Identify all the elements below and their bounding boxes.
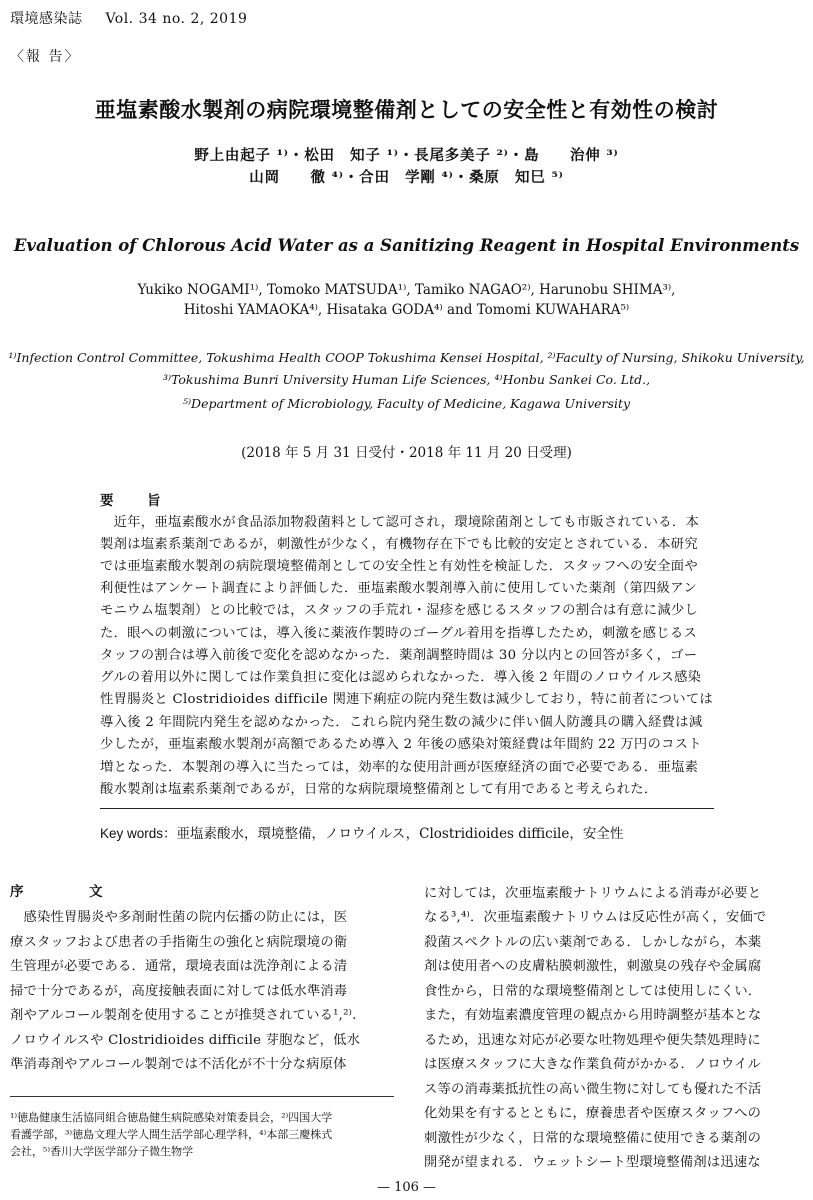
keywords bbox=[100, 822, 623, 842]
affiliation-line2: ³⁾Tokushima Bunri University Human Life Sciences, ⁴⁾Honbu Sankei Co. Ltd., bbox=[162, 372, 651, 387]
authors-japanese-line2: 山岡 徹 ⁴⁾・合田 学剛 ⁴⁾・桑原 知巳 ⁵⁾ bbox=[249, 169, 564, 186]
journal-name: 環境感染誌 bbox=[10, 11, 83, 27]
intro-line: 食性から，日常的な環境整備剤としては使用しにくい． bbox=[424, 984, 762, 999]
page-number: — 106 — bbox=[376, 1180, 437, 1195]
intro-line: 剤やアルコール製剤を使用することが推奨されている¹,²⁾. bbox=[10, 1008, 357, 1023]
intro-line: に対しては，次亜塩素酸ナトリウムによる消毒が必要と bbox=[424, 886, 762, 901]
abstract-line: 性胃腸炎と Clostridioides difficile 関連下痢症の院内発生数は減少しており，特に前者については bbox=[100, 692, 714, 707]
intro-line: 感染性胃腸炎や多剤耐性菌の院内伝播の防止には，医 bbox=[10, 910, 348, 925]
journal-volume: Vol. 34 no. 2, 2019 bbox=[105, 11, 248, 27]
intro-line: 殺菌スペクトルの広い薬剤である．しかしながら，本薬 bbox=[424, 935, 762, 950]
abstract-line: では亜塩素酸水製剤の病院環境整備剤としての安全性と有効性を検証した．スタッフへの安全面や bbox=[100, 559, 698, 574]
authors-english-line2: Hitoshi YAMAOKA⁴⁾, Hisataka GODA⁴⁾ and Tomomi KUWAHARA⁵⁾ bbox=[183, 302, 630, 318]
intro-line: るため，迅速な対応が必要な吐物処理や便失禁処理時に bbox=[424, 1033, 761, 1048]
intro-line: ス等の消毒薬抵抗性の高い微生物に対しても優れた不活 bbox=[424, 1082, 762, 1097]
report-label: 〈報 告〉 bbox=[10, 49, 81, 65]
abstract-line: た．眼への刺激については，導入後に薬液作製時のゴーグル着用を指導したため，刺激を感じるス bbox=[100, 626, 698, 641]
title-japanese: 亜塩素酸水製剤の病院環境整備剤としての安全性と有効性の検討 bbox=[94, 97, 719, 122]
intro-line: ノロウイルスや Clostridioides difficile 芽胞など，低水 bbox=[10, 1033, 361, 1048]
footnote-line: 看護学部，³⁾徳島文理大学人間生活学部心理学科，⁴⁾本部三慶株式 bbox=[10, 1128, 333, 1141]
affiliation-line3: ⁵⁾Department of Microbiology, Faculty of Medicine, Kagawa University bbox=[182, 396, 631, 411]
intro-line: 化効果を有するとともに，療養患者や医療スタッフへの bbox=[424, 1106, 762, 1121]
affiliation-line1: ¹⁾Infection Control Committee, Tokushima Health COOP Tokushima Kensei Hospital, ²⁾Faculty of Nursing, Shikoku University, bbox=[8, 350, 805, 365]
received-dates: (2018 年 5 月 31 日受付・2018 年 11 月 20 日受理) bbox=[241, 445, 572, 461]
abstract-line: タッフの割合は導入前後で変化を認めなかった．薬剤調整時間は 30 分以内との回答が多く，ゴー bbox=[100, 648, 698, 663]
intro-heading: 序 文 bbox=[10, 884, 129, 900]
intro-line: 剤は使用者への皮膚粘膜刺激性，刺激臭の残存や金属腐 bbox=[424, 959, 762, 974]
title-english: Evaluation of Chlorous Acid Water as a Sanitizing Reagent in Hospital Environments bbox=[13, 236, 800, 255]
intro-line: 刺激性が少なく，日常的な環境整備に使用できる薬剤の bbox=[424, 1131, 762, 1146]
abstract-line: 製剤は塩素系薬剤であるが，刺激性が少なく，有機物存在下でも比較的安定とされている．本研究 bbox=[100, 537, 698, 552]
intro-line: 生管理が必要である．通常，環境表面は洗浄剤による清 bbox=[10, 959, 348, 974]
abstract-line: 近年，亜塩素酸水が食品添加物殺菌料として認可され，環境除菌剤としても市販されている．本 bbox=[100, 515, 700, 530]
intro-line: なる³,⁴⁾．次亜塩素酸ナトリウムは反応性が高く，安価で bbox=[424, 910, 767, 925]
abstract-line: 利便性はアンケート調査により評価した．亜塩素酸水製剤導入前に使用していた薬剤（第四級アン bbox=[100, 581, 697, 596]
abstract-line: グルの着用以外に関しては作業負担に変化は認められなかった．導入後 2 年間のノロウイルス感染 bbox=[100, 670, 702, 685]
abstract-line: 導入後 2 年間院内発生を認めなかった．これら院内発生数の減少に伴い個人防護具の購入経費は減 bbox=[100, 715, 703, 730]
journal-header bbox=[10, 8, 265, 28]
abstract-heading: 要 旨 bbox=[100, 493, 171, 509]
intro-line: 開発が望まれる．ウェットシート型環境整備剤は迅速な bbox=[424, 1155, 761, 1170]
authors-japanese-line1: 野上由起子 ¹⁾・松田 知子 ¹⁾・長尾多美子 ²⁾・島 治伸 ³⁾ bbox=[194, 147, 619, 164]
abstract-line: 酸水製剤は塩素系薬剤であるが，日常的な病院環境整備剤として有用であると考えられた． bbox=[100, 782, 658, 797]
abstract-line: モニウム塩製剤）との比較では，スタッフの手荒れ・湿疹を感じるスタッフの割合は有意に減少し bbox=[100, 603, 699, 618]
intro-line: は医療スタッフに大きな作業負荷がかかる．ノロウイル bbox=[424, 1057, 762, 1072]
intro-line: 準消毒剤やアルコール製剤では不活化が不十分な病原体 bbox=[10, 1057, 347, 1072]
abstract-line: 増となった．本製剤の導入に当たっては，効率的な使用計画が医療経済の面で必要である．亜塩素 bbox=[100, 760, 699, 775]
keywords-label: Key words： bbox=[100, 826, 177, 841]
footnote-divider bbox=[10, 1096, 394, 1097]
footnote-line: ¹⁾徳島健康生活協同組合徳島健生病院感染対策委員会，²⁾四国大学 bbox=[10, 1111, 333, 1124]
abstract-divider bbox=[100, 808, 714, 809]
footnote-line: 会社，⁵⁾香川大学医学部分子微生物学 bbox=[10, 1145, 194, 1158]
intro-line: 療スタッフおよび患者の手指衛生の強化と病院環境の衛 bbox=[10, 935, 348, 950]
intro-line: 掃で十分であるが，高度接触表面に対しては低水準消毒 bbox=[10, 984, 348, 999]
abstract-line: 少したが，亜塩素酸水製剤が高額であるため導入 2 年後の感染対策経費は年間約 22 万円のコスト bbox=[100, 737, 702, 752]
authors-english-line1: Yukiko NOGAMI¹⁾, Tomoko MATSUDA¹⁾, Tamiko NAGAO²⁾, Harunobu SHIMA³⁾, bbox=[137, 282, 676, 298]
keywords-value: 亜塩素酸水，環境整備，ノロウイルス，Clostridioides difficile，安全性 bbox=[176, 826, 624, 842]
intro-line: また，有効塩素濃度管理の観点から用時調整が基本とな bbox=[424, 1008, 762, 1023]
